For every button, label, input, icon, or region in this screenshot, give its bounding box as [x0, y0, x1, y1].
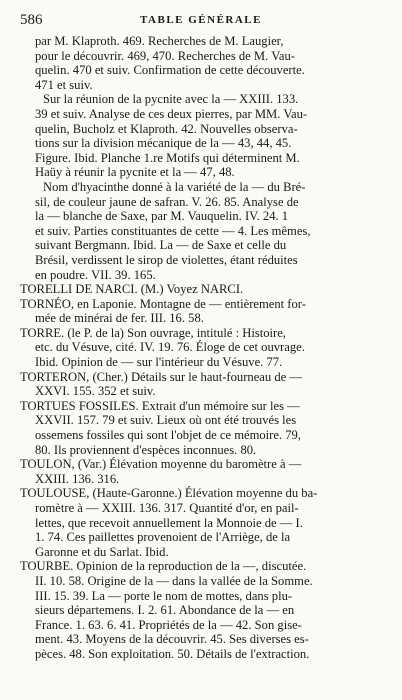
index-text-line: Figure. Ibid. Planche 1.re Motifs qui déterminent M. [35, 150, 300, 165]
index-text-line: en poudre. VII. 39. 165. [35, 267, 156, 282]
index-text-line: XXVII. 157. 79 et suiv. Lieux où ont été trouvés les [35, 413, 297, 428]
index-entry-heading-line: TORELLI DE NARCI. (M.) Voyez NARCI. [20, 282, 244, 297]
index-text-line: ment. 43. Moyens de la découvrir. 45. Ses diverses es- [35, 632, 309, 647]
index-text-line: sieurs départemens. I. 2. 61. Abondance de la — en [35, 603, 295, 618]
index-text-line: 471 et suiv. [35, 77, 93, 92]
index-text-line: sil, de couleur jaune de safran. V. 26. 85. Analyse de [35, 194, 299, 209]
index-entry-heading-line: TOULON, (Var.) Élévation moyenne du baromètre à — [20, 457, 302, 472]
index-text-line: romètre à — XXIII. 136. 317. Quantité d'or, en pail- [35, 501, 299, 515]
index-entry-heading-line: TORTUES FOSSILES. Extrait d'un mémoire sur les — [20, 398, 300, 413]
index-text-line: mée de minérai de fer. III. 16. 58. [35, 311, 204, 326]
index-text-line: Sur la réunion de la pycnite avec la — XXIII. 133. [43, 92, 299, 107]
index-text-line: par M. Klaproth. 469. Recherches de M. Laugier, [35, 34, 284, 48]
index-text-line: XXIII. 136. 316. [35, 471, 120, 486]
index-text-line: ossemens fossiles qui sont l'objet de ce mémoire. 79, [35, 428, 301, 443]
index-text-line: Brésil, verdissent le sirop de violettes, étant réduites [35, 252, 298, 267]
index-text-line: etc. du Vésuve, cité. IV. 19. 76. Éloge de cet ouvrage. [35, 340, 305, 355]
index-text-line: 80. Ils proviennent d'espèces inconnues. 80. [35, 442, 257, 457]
index-text-line: la — blanche de Saxe, par M. Vauquelin. IV. 24. 1 [35, 209, 289, 224]
index-text-line: II. 10. 58. Origine de la — dans la vallée de la Somme. [35, 573, 313, 588]
index-text-line: XXVI. 155. 352 et suiv. [35, 384, 156, 399]
index-text-line: tions sur la division mécanique de la — 43, 44, 45. [35, 136, 292, 151]
index-text-line: III. 15. 39. La — porte le nom de mottes, dans plu- [35, 588, 293, 603]
index-entry-heading-line: TORRE. (le P. de la) Son ouvrage, intitulé : Histoire, [20, 325, 286, 340]
page-number: 586 [20, 12, 43, 28]
index-text-line: Ibid. Opinion de — sur l'intérieur du Vésuve. 77. [35, 355, 283, 370]
index-text-line: suivant Bergmann. Ibid. La — de Saxe et celle du [35, 238, 287, 253]
index-text-line: quelin. 470 et suiv. Confirmation de cette découverte. [35, 63, 305, 78]
index-text-line: lettes, que recevoit annuellement la Monnoie de — I. [35, 515, 303, 530]
index-text-line: quelin, Bucholz et Klaproth. 42. Nouvelles observa- [35, 121, 298, 136]
index-text-line: Nom d'hyacinthe donné à la variété de la — du Bré- [43, 179, 306, 194]
page-header [20, 12, 382, 30]
index-text-line: pèces. 48. Son exploitation. 50. Détails de l'extraction. [35, 646, 310, 661]
index-text-line: et suiv. Parties constituantes de cette — 4. Les mêmes, [35, 223, 311, 238]
index-text-line: France. 1. 63. 6. 41. Propriétés de la — 42. Son gise- [35, 617, 302, 632]
index-text-line: Haüy à réunir la pycnite et la — 47, 48. [35, 165, 235, 180]
index-entry-heading-line: TOULOUSE, (Haute-Garonne.) Élévation moyenne du ba- [20, 486, 318, 501]
index-text-line: pour le découvrir. 469, 470. Recherches de M. Vau- [35, 48, 295, 63]
index-entry-heading-line: TORNÉO, en Laponie. Montagne de — entièrement for- [20, 296, 306, 311]
index-text-line: Garonne et du Sarlat. Ibid. [35, 544, 169, 559]
index-entry-heading-line: TOURBE. Opinion de la reproduction de la —, discutée. [20, 559, 307, 574]
index-entry-heading-line: TORTERON, (Cher.) Détails sur le haut-fourneau de — [20, 369, 302, 384]
index-text-line: 1. 74. Ces paillettes provenoient de l'Arriège, de la [35, 530, 291, 545]
index-text-line: 39 et suiv. Analyse de ces deux pierres, par MM. Vau- [35, 106, 308, 121]
index-text [20, 34, 384, 662]
running-head: TABLE GÉNÉRALE [140, 14, 262, 26]
